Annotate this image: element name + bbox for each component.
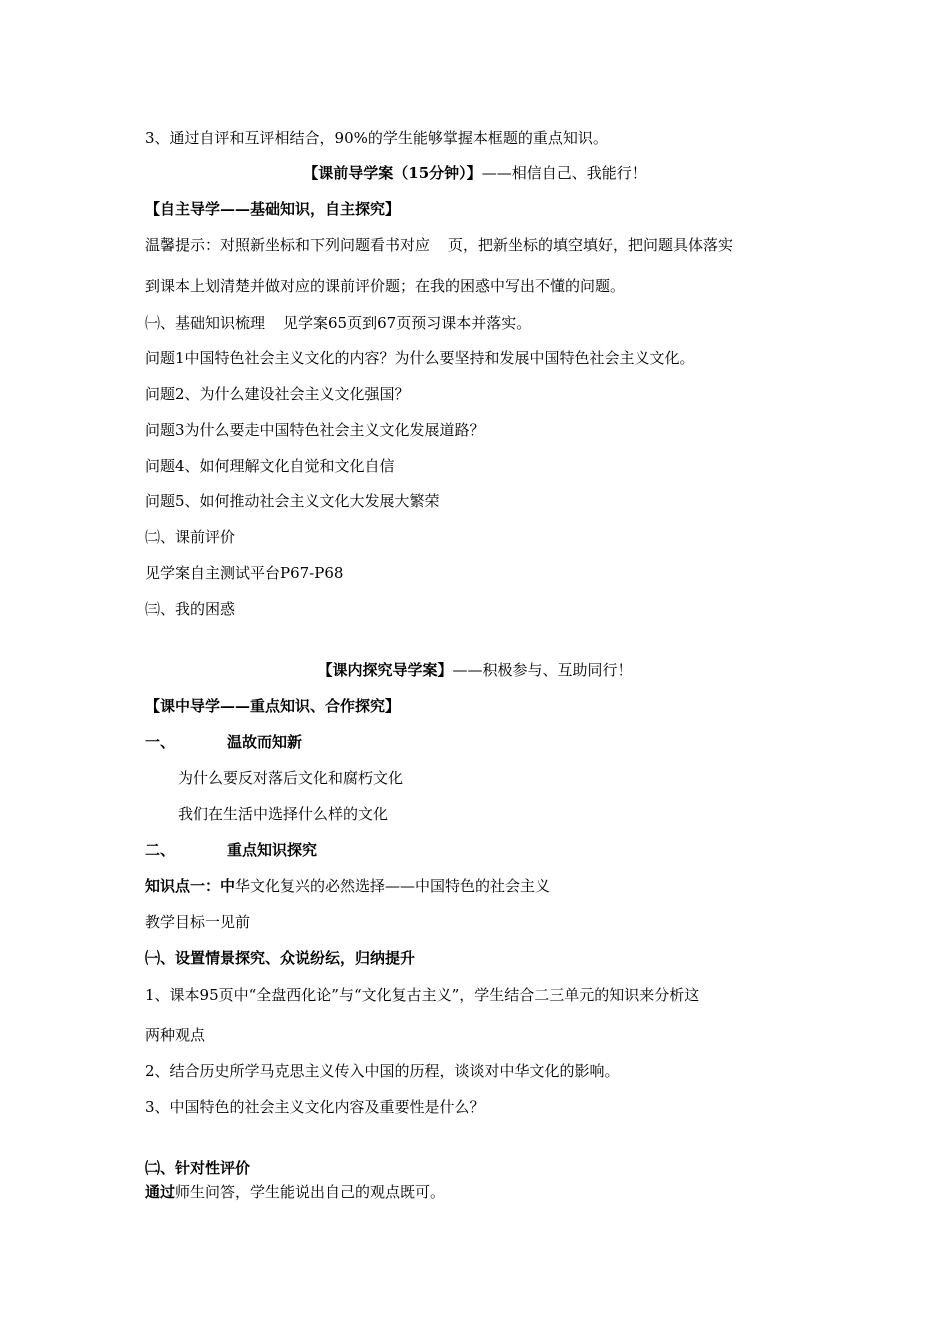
exploration-item-1-line-2: 两种观点 <box>145 1026 206 1044</box>
part-1-number: 一、 <box>145 733 176 751</box>
exploration-item-3: 3、中国特色的社会主义文化内容及重要性是什么？ <box>145 1098 485 1116</box>
teaching-goal-line: 教学目标一见前 <box>145 913 251 931</box>
tip-line-1-b: 页，把新坐标的填空填好，把问题具体落实 <box>448 236 734 254</box>
question-1: 问题1中国特色社会主义文化的内容？为什么要坚持和发展中国特色社会主义文化。 <box>145 349 695 367</box>
tip-line-1 <box>145 235 733 255</box>
my-confusion: ㈢、我的困惑 <box>145 600 236 618</box>
knowledge-point-1-label: 知识点一：中 <box>145 877 236 895</box>
pre-class-evaluation-ref: 见学案自主测试平台P67-P68 <box>145 564 344 582</box>
part-2-heading <box>145 840 317 860</box>
question-3: 问题3为什么要走中国特色社会主义文化发展道路？ <box>145 421 485 439</box>
review-item-2: 我们在生活中选择什么样的文化 <box>178 805 389 823</box>
review-item-1: 为什么要反对落后文化和腐朽文化 <box>178 769 404 787</box>
section-title-pre-class-rest: ——相信自己、我能行！ <box>481 164 647 182</box>
question-2: 问题2、为什么建设社会主义文化强国？ <box>145 385 410 403</box>
scene-exploration-heading: ㈠、设置情景探究、众说纷纭，归纳提升 <box>145 949 416 967</box>
self-study-heading: 【自主导学——基础知识，自主探究】 <box>145 200 401 218</box>
question-4: 问题4、如何理解文化自觉和文化自信 <box>145 457 395 475</box>
basic-knowledge-line <box>145 313 531 333</box>
section-title-in-class-bold: 【课内探究导学案】 <box>317 661 453 679</box>
targeted-evaluation-heading: ㈡、针对性评价 <box>145 1159 251 1177</box>
section-title-in-class <box>0 660 950 680</box>
tip-line-1-a: 温馨提示：对照新坐标和下列问题看书对应 <box>145 236 431 254</box>
targeted-evaluation-bold: 通过 <box>145 1183 176 1201</box>
exploration-item-1-line-1: 1、课本95页中“全盘西化论”与“文化复古主义”，学生结合二三单元的知识来分析这 <box>145 986 700 1004</box>
pre-class-evaluation: ㈡、课前评价 <box>145 528 236 546</box>
section-title-pre-class-bold: 【课前导学案（15分钟）】 <box>303 164 482 182</box>
knowledge-point-1 <box>145 876 550 896</box>
basic-knowledge-ref: 见学案65页到67页预习课本并落实。 <box>283 314 532 332</box>
knowledge-point-1-text: 华文化复兴的必然选择——中国特色的社会主义 <box>235 877 551 895</box>
section-title-pre-class <box>0 163 950 183</box>
tip-line-2: 到课本上划清楚并做对应的课前评价题；在我的困惑中写出不懂的问题。 <box>145 277 626 295</box>
part-1-title: 温故而知新 <box>227 733 303 751</box>
part-1-heading <box>145 732 302 752</box>
targeted-evaluation-rest: 师生问答，学生能说出自己的观点既可。 <box>175 1183 446 1201</box>
objective-line-3: 3、通过自评和互评相结合，90%的学生能够掌握本框题的重点知识。 <box>145 129 608 147</box>
section-title-in-class-rest: ——积极参与、互助同行！ <box>452 661 633 679</box>
question-5: 问题5、如何推动社会主义文化大发展大繁荣 <box>145 492 440 510</box>
part-2-number: 二、 <box>145 841 176 859</box>
targeted-evaluation-text <box>145 1182 445 1202</box>
basic-knowledge-label: ㈠、基础知识梳理 <box>145 314 266 332</box>
part-2-title: 重点知识探究 <box>227 841 318 859</box>
exploration-item-2: 2、结合历史所学马克思主义传入中国的历程，谈谈对中华文化的影响。 <box>145 1062 620 1080</box>
in-class-heading: 【课中导学——重点知识、合作探究】 <box>145 697 401 715</box>
